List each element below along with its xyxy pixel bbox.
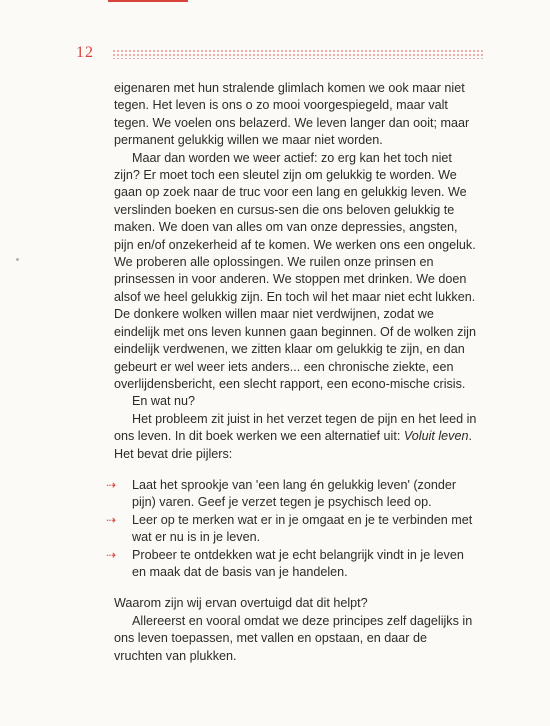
- list-item: [106, 547, 478, 582]
- page-body: [106, 80, 478, 665]
- dashed-arrow-icon: ⇢: [106, 512, 117, 527]
- paragraph-active-search: Maar dan worden we weer actief: zo erg kan het toch niet zijn? Er moet toch een sleutel zijn om gelukkig te worden. We gaan op zoek naar de truc voor een lang en gelukkig leven. We verslinden boeken en cursus-sen die ons beloven gelukkig te maken. We doen van alles om van onze depressies, angsten, pijn en/of onzekerheid af te komen. We werken ons een ongeluk. We proberen alle oplossingen. We ruilen onze prinsen en prinsessen in voor anderen. We stoppen met drinken. We doen alsof we heel gelukkig zijn. En toch wil het maar niet echt lukken. De donkere wolken willen maar niet verdwijnen, zodat we eindelijk met ons leven kunnen gaan beginnen. Of de wolken zijn eindelijk verdwenen, we zitten klaar om gelukkig te zijn, en dan gebeurt er wel weer iets anders... een chronische ziekte, een overlijdensbericht, een slecht rapport, een econo-mische crisis.: [114, 150, 476, 391]
- book-title-italic: Voluit leven: [403, 429, 469, 444]
- header-dotted-rule: [112, 49, 484, 59]
- paragraph-pillars-intro: [114, 411, 478, 463]
- closing-answer: Allereerst en vooral omdat we deze principes zelf dagelijks in ons leven toepassen, met vallen en opstaan, en daar de vruchten van plukken.: [114, 613, 473, 663]
- dashed-arrow-icon: ⇢: [106, 477, 117, 492]
- list-item: [106, 477, 478, 512]
- paragraph-question: En wat nu?: [132, 394, 196, 409]
- paragraph-continuation: eigenaren met hun stralende glimlach komen we ook maar niet tegen. Het leven is ons o zo mooi voorgespiegeld, maar valt tegen. We voelen ons belazerd. We leven langer dan ooit; maar permanent gelukkig willen we maar niet worden.: [114, 81, 470, 148]
- margin-speck: [16, 258, 19, 261]
- pillar-text: Leer op te merken wat er in je omgaat en je te verbinden met wat er nu is in je leven.: [132, 512, 473, 545]
- pillars-intro-text: Het probleem zit juist in het verzet tegen de pijn en het leed in ons leven. In dit boek werken we een alternatief uit:: [114, 411, 477, 444]
- dashed-arrow-icon: ⇢: [106, 547, 117, 562]
- pillar-text: Laat het sprookje van 'een lang én gelukkig leven' (zonder pijn) varen. Geef je verzet tegen je psychisch leed op.: [132, 477, 457, 510]
- page-number: 12: [76, 44, 94, 61]
- pillars-intro-end: . Het bevat drie pijlers:: [114, 429, 472, 461]
- top-accent-rule: [108, 0, 188, 2]
- closing-question: Waarom zijn wij ervan overtuigd dat dit helpt?: [114, 596, 368, 611]
- list-item: [106, 512, 478, 547]
- pillar-text: Probeer te ontdekken wat je echt belangrijk vindt in je leven en maak dat de basis van je handelen.: [132, 547, 464, 579]
- pillars-list: [106, 477, 478, 581]
